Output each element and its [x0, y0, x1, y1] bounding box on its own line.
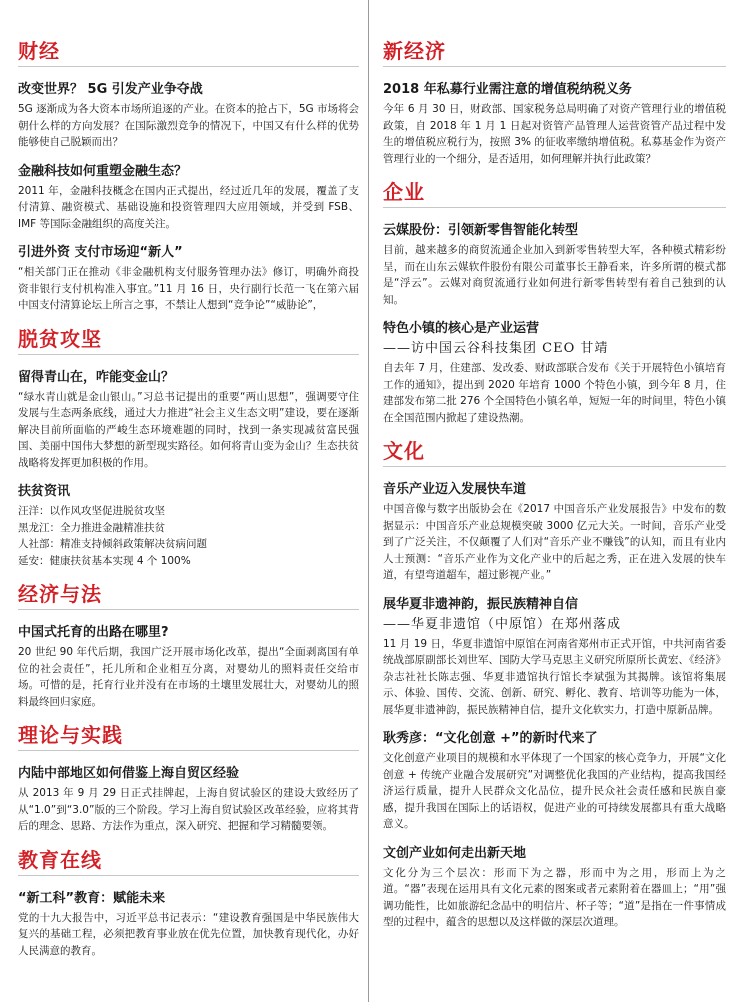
section-jingji-yu-fa	[18, 581, 359, 710]
section-caijing	[18, 38, 359, 314]
article-title[interactable]: 改变世界？ 5G 引发产业争夺战	[18, 82, 203, 97]
right-column	[369, 0, 738, 1002]
article	[18, 765, 359, 835]
section-heading: 财经	[18, 38, 359, 67]
list-item[interactable]: 黑龙江：全力推进金融精准扶贫	[18, 521, 165, 534]
article-summary: 11 月 19 日，华夏非遗馆中原馆在河南省郑州市正式开馆，中共河南省委统战部原副部长刘世军、国防大学马克思主义研究所原所长黄宏、《经济》杂志社社长陈志强、华夏非遗馆执行馆长李斌强为其揭牌。该馆将集展示、体验、国传、交流、创新、研究、孵化、教育、培训等功能为一体，展华夏非遗神韵，振民族精神自信，提升文化软实力，打造中原新品牌。	[383, 637, 726, 716]
section-tuopin	[18, 326, 359, 570]
article	[383, 730, 726, 833]
article	[18, 624, 359, 710]
article	[18, 163, 359, 233]
article-title[interactable]: 留得青山在，咋能变金山？	[18, 369, 175, 385]
article-subtitle: ——访中国云谷科技集团 CEO 甘靖	[383, 341, 609, 356]
article	[383, 320, 726, 426]
article-summary: 文化分为三个层次：形而下为之器，形而中为之用，形而上为之道。“器”表现在运用具有文化元素的图案或者元素附着在器皿上；“用”强调功能性，比如旅游纪念品中的明信片、杯子等；“道”是指在一件事情成型的过程中，蕴含的思想以及这样做的深层次道理。	[383, 866, 726, 928]
article-summary: 自去年 7 月，住建部、发改委、财政部联合发布《关于开展特色小镇培育工作的通知》，提出到 2020 年培育 1000 个特色小镇，到今年 8 月，住建部发布第二批 276 个全国特色小镇名单，短短一年的时间里，特色小镇在全国范围内掀起了建设热潮。	[383, 362, 726, 424]
section-heading: 理论与实践	[18, 722, 359, 751]
list-item[interactable]: 汪洋：以作风攻坚促进脱贫攻坚	[18, 505, 165, 517]
section-heading: 经济与法	[18, 581, 359, 610]
article-title[interactable]: “新工科”教育：赋能未来	[18, 890, 166, 906]
article-title[interactable]: 2018 年私募行业需注意的增值税纳税义务	[383, 82, 632, 97]
article-title[interactable]: 展华夏非遗神韵，振民族精神自信	[383, 596, 579, 612]
article-title[interactable]: 金融科技如何重塑金融生态？	[18, 163, 188, 179]
section-jiaoyu-zaixian	[18, 847, 359, 960]
article-summary: 2011 年，金融科技概念在国内正式提出，经过近几年的发展，覆盖了支付清算、融资模式、基础设施和投资管理四大应用领域，并受到 FSB、IMF 等国际金融组织的高度关注。	[18, 184, 359, 230]
section-xinjingji	[383, 38, 726, 167]
article	[18, 369, 359, 472]
list-item[interactable]: 人社部：精准支持倾斜政策解决贫病问题	[18, 538, 207, 550]
article-summary: “相关部门正在推动《非金融机构支付服务管理办法》修订，明确外商投资非银行支付机构准入事宜。”11 月 16 日，央行副行长范一飞在第六届中国支付清算论坛上所言之事，不禁让人想到“竞争论”“威胁论”，	[18, 266, 359, 311]
article-title[interactable]: 扶贫资讯	[18, 484, 71, 499]
article	[383, 81, 726, 167]
section-heading: 企业	[383, 179, 726, 208]
news-list	[18, 483, 359, 569]
section-heading: 教育在线	[18, 847, 359, 876]
section-heading: 新经济	[383, 38, 726, 67]
article	[383, 222, 726, 308]
article-title[interactable]: 文创产业如何走出新天地	[383, 845, 527, 861]
list-item[interactable]: 延安：健康扶贫基本实现 4 个 100%	[18, 554, 191, 567]
article-summary: 今年 6 月 30 日，财政部、国家税务总局明确了对资产管理行业的增值税政策，自 2018 年 1 月 1 日起对资管产品管理人运营资管产品过程中发生的增值税应税行为，按照 3% 的征收率缴纳增值税。私募基金作为资产管理行业的一个细分，是否适用，如何理解并执行此政策？	[383, 103, 726, 165]
article-summary: 文化创意产业项目的规模和水平体现了一个国家的核心竞争力，开展“文化创意 + 传统产业融合发展研究”对调整优化我国的产业结构，提高我国经济运行质量，提升人民群众文化品位，提升民众社会责任感和民族自豪感，提升我国在国际上的话语权，促进产业的可持续发展都具有重大战略意义。	[383, 752, 726, 830]
article-title[interactable]: 音乐产业迈入发展快车道	[383, 482, 527, 497]
article	[18, 890, 359, 960]
article-summary: 20 世纪 90 年代后期，我国广泛开展市场化改革，提出“全面剥离国有单位的社会责任”，托儿所和企业相互分离，对婴幼儿的照料责任交给市场。可惜的是，托育行业并没有在市场的土壤里发展壮大，对婴幼儿的照料最终回归家庭。	[18, 646, 359, 708]
article-title[interactable]: 内陆中部地区如何借鉴上海自贸区经验	[18, 766, 240, 781]
article-summary: 中国音像与数字出版协会在《2017 中国音乐产业发展报告》中发布的数据显示：中国音乐产业总规模突破 3000 亿元大关。一时间，音乐产业受到了广泛关注，不仅颠覆了人们对“音乐产业不赚钱”的认知，而且有业内人士预测：“音乐产业作为文化产业中的后起之秀，正在进入发展的快车道，有望弯道超车，超过影视产业。”	[383, 503, 726, 581]
section-heading: 脱贫攻坚	[18, 326, 359, 355]
article	[383, 481, 726, 584]
article	[383, 845, 726, 931]
article-title[interactable]: 特色小镇的核心是产业运营	[383, 321, 540, 336]
article-summary: “绿水青山就是金山银山。”习总书记提出的重要“两山思想”，强调要守住发展与生态两条底线，通过大力推进“社会主义生态文明”建设，要在逐渐解决目前所面临的严峻生态环境难题的同时，找到一条实现减贫富民强国、美丽中国伟大梦想的新型现实路径。如何将青山变为金山？生态扶贫战略将发挥更加积极的作用。	[18, 390, 359, 469]
article-summary: 从 2013 年 9 月 29 日正式挂牌起，上海自贸试验区的建设大致经历了从“1.0”到“3.0”版的三个阶段。学习上海自贸试验区改革经验，应将其背后的理念、思路、方法作为重点，深入研究、把握和学习精髓要领。	[18, 787, 359, 832]
section-qiye	[383, 179, 726, 426]
article	[383, 596, 726, 719]
article-summary: 党的十九大报告中，习近平总书记表示：“建设教育强国是中华民族伟大复兴的基础工程，必须把教育事业放在优先位置，加快教育现代化，办好人民满意的教育。	[18, 911, 359, 957]
article-title[interactable]: 引进外资 支付市场迎“新人”	[18, 245, 183, 260]
article-title[interactable]: 耿秀彦：“文化创意 +”的新时代来了	[383, 731, 598, 746]
section-lilun-yu-shijian	[18, 722, 359, 835]
article-title[interactable]: 云媒股份：引领新零售智能化转型	[383, 223, 579, 238]
article-summary: 5G 逐渐成为各大资本市场所追逐的产业。在资本的抢占下，5G 市场将会朝什么样的方向发展？在国际激烈竞争的情况下，中国又有什么样的优势能够使自己脱颖而出？	[18, 103, 359, 148]
article	[18, 244, 359, 314]
article-summary: 目前，越来越多的商贸流通企业加入到新零售转型大军，各种模式精彩纷呈，而在山东云媒软件股份有限公司董事长王静看来，许多所谓的模式都是“浮云”。云媒对商贸流通行业如何进行新零售转型有着自己独到的认知。	[383, 244, 726, 306]
section-wenhua	[383, 438, 726, 931]
article	[18, 81, 359, 151]
section-heading: 文化	[383, 438, 726, 467]
article-title[interactable]: 中国式托育的出路在哪里?	[18, 625, 169, 640]
article-subtitle: ——华夏非遗馆（中原馆）在郑州落成	[383, 616, 622, 632]
